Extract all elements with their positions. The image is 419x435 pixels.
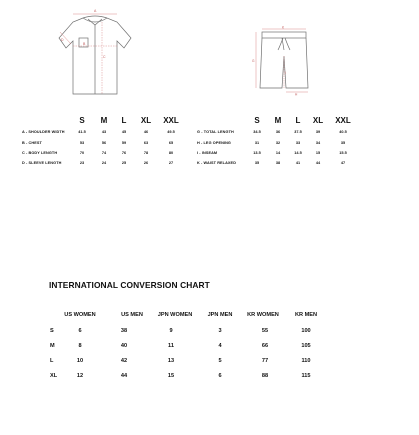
shorts-size-header-l: L (295, 116, 301, 125)
shorts-row-label: I - INSEAM (197, 151, 218, 155)
conv-cell: 5 (218, 358, 222, 364)
shorts-label-i: I (285, 71, 286, 75)
shirt-cell: 43 (101, 130, 107, 134)
shirt-cell: 46 (143, 130, 149, 134)
conv-cell: 9 (169, 328, 173, 334)
shorts-cell: 40.5 (339, 130, 347, 134)
shirt-label-b: B (83, 42, 86, 46)
shorts-cell: 35 (340, 141, 346, 145)
conv-cell: 88 (261, 373, 269, 379)
shorts-cell: 14.5 (294, 151, 302, 155)
conv-cell: 100 (301, 328, 311, 334)
shirt-label-a: A (94, 9, 97, 13)
shirt-size-header-m: M (100, 116, 108, 125)
shirt-size-header-l: L (121, 116, 127, 125)
conv-size-label: XL (50, 373, 58, 379)
shirt-label-c: C (103, 55, 106, 59)
conv-cell: 4 (218, 343, 222, 349)
conv-cell: 12 (76, 373, 84, 379)
conv-header: US WOMEN (64, 312, 96, 318)
shirt-row-label: B - CHEST (22, 141, 42, 145)
shirt-cell: 65 (168, 141, 174, 145)
shirt-cell: 76 (121, 151, 127, 155)
conv-cell: 10 (76, 358, 84, 364)
conv-cell: 13 (167, 358, 175, 364)
shorts-cell: 33 (295, 141, 301, 145)
shorts-cell: 39 (315, 130, 321, 134)
conv-cell: 6 (78, 328, 82, 334)
shorts-size-header-xl: XL (312, 116, 324, 125)
shirt-cell: 59 (121, 141, 127, 145)
conv-cell: 3 (218, 328, 222, 334)
conv-cell: 38 (120, 328, 128, 334)
shorts-cell: 34.5 (253, 130, 261, 134)
shirt-size-header-s: S (79, 116, 85, 125)
shirt-cell: 74 (101, 151, 107, 155)
shirt-cell: 23 (79, 161, 85, 165)
shirt-size-table (22, 116, 192, 172)
shorts-size-table (197, 116, 362, 172)
shorts-cell: 13.5 (253, 151, 261, 155)
shirt-diagram (55, 8, 135, 98)
shorts-size-header-m: M (274, 116, 282, 125)
conv-cell: 8 (78, 343, 82, 349)
shorts-cell: 31 (254, 141, 260, 145)
shorts-cell: 34 (315, 141, 321, 145)
conversion-table (48, 312, 348, 387)
conv-header: US MEN (121, 312, 143, 318)
shorts-cell: 35 (254, 161, 260, 165)
shirt-row-label: D - SLEEVE LENGTH (22, 161, 62, 165)
shirt-row-label: A - SHOULDER WIDTH (22, 130, 65, 134)
shorts-cell: 41 (295, 161, 301, 165)
shirt-cell: 80 (168, 151, 174, 155)
shirt-cell: 41.5 (78, 130, 86, 134)
shorts-cell: 44 (315, 161, 321, 165)
conv-header: JPN WOMEN (157, 312, 193, 318)
conv-cell: 115 (301, 373, 311, 379)
shorts-size-header-s: S (254, 116, 260, 125)
conv-header: KR WOMEN (247, 312, 279, 318)
shorts-cell: 15.5 (339, 151, 347, 155)
shirt-cell: 56 (101, 141, 107, 145)
conversion-chart-title: INTERNATIONAL CONVERSION CHART (49, 280, 210, 290)
conv-cell: 42 (120, 358, 128, 364)
shorts-cell: 36 (275, 130, 281, 134)
shirt-size-header-xl: XL (140, 116, 152, 125)
shorts-label-g: G (252, 59, 255, 63)
shorts-cell: 37.5 (294, 130, 302, 134)
shirt-row-label: C - BODY LENGTH (22, 151, 58, 155)
shirt-cell: 70 (79, 151, 85, 155)
conv-cell: 105 (301, 343, 311, 349)
shirt-cell: 26 (143, 161, 149, 165)
shirt-cell: 49.5 (167, 130, 175, 134)
conv-cell: 6 (218, 373, 222, 379)
conv-cell: 44 (120, 373, 128, 379)
conv-cell: 110 (301, 358, 311, 364)
conv-cell: 66 (261, 343, 269, 349)
shorts-row-label: G - TOTAL LENGTH (197, 130, 234, 134)
shorts-cell: 14 (275, 151, 281, 155)
shirt-cell: 78 (143, 151, 149, 155)
shorts-cell: 15 (315, 151, 321, 155)
shorts-cell: 32 (275, 141, 281, 145)
shorts-cell: 38 (275, 161, 281, 165)
conv-cell: 77 (261, 358, 269, 364)
shirt-size-header-xxl: XXL (163, 116, 179, 125)
shirt-cell: 63 (143, 141, 149, 145)
shorts-label-k: K (282, 26, 285, 30)
shorts-row-label: K - WAIST RELAXED (197, 161, 237, 165)
conv-size-label: S (50, 328, 54, 334)
shirt-cell: 25 (121, 161, 127, 165)
shorts-cell: 47 (340, 161, 346, 165)
shorts-row-label: H - LEG OPENING (197, 141, 231, 145)
conv-cell: 15 (167, 373, 175, 379)
shorts-size-header-xxl: XXL (335, 116, 351, 125)
shirt-cell: 27 (168, 161, 174, 165)
conv-cell: 40 (120, 343, 128, 349)
conv-cell: 55 (261, 328, 269, 334)
shorts-label-h: H (295, 92, 298, 96)
shirt-cell: 24 (101, 161, 107, 165)
shirt-cell: 45 (121, 130, 127, 134)
conv-header: KR MEN (294, 312, 318, 318)
shirt-cell: 53 (79, 141, 85, 145)
shorts-diagram (250, 26, 320, 96)
conv-cell: 11 (168, 343, 174, 349)
conv-header: JPN MEN (207, 312, 233, 318)
shirt-label-d: D (61, 38, 64, 42)
conv-size-label: M (50, 343, 55, 349)
conv-size-label: L (50, 358, 54, 364)
